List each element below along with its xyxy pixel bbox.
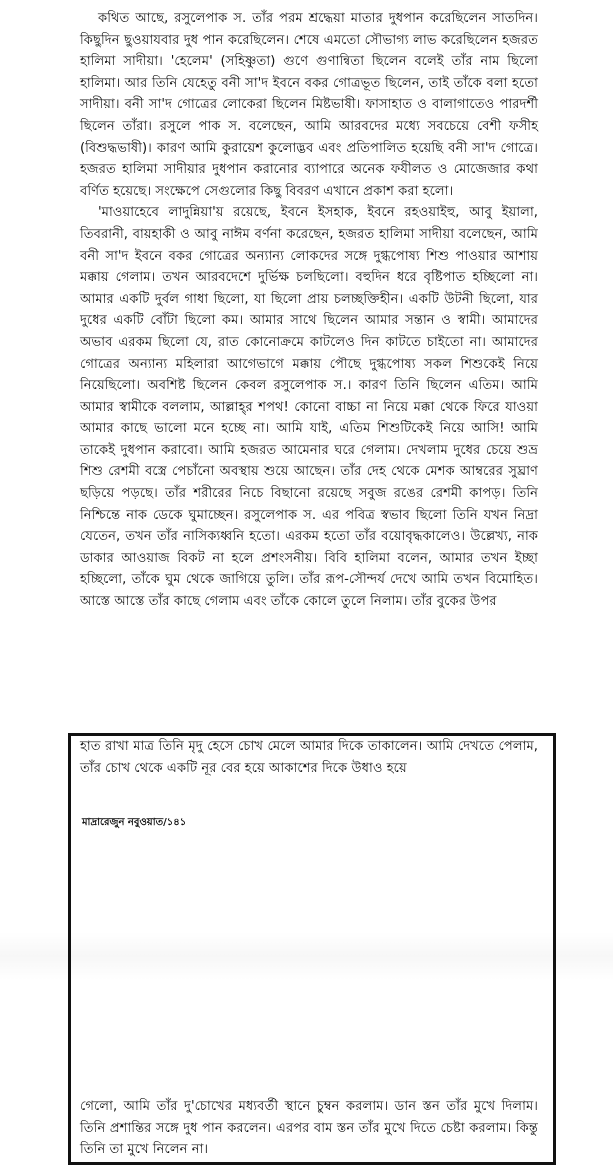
boxed-panel-bottom-text: গেলো, আমি তাঁর দু'চোখের মধ্যবর্তী স্থানে চুম্বন করলাম। ডান স্তন তাঁর মুখে দিলাম। তিনি প্রশান্তির সঙ্গে দুধ পান করলেন। এরপর বাম স্তন তাঁর মুখে দিতে চেষ্টা করলাম। কিন্তু তিনি তা মুখে নিলেন না। bbox=[80, 1099, 538, 1158]
footnote-reference: মাদ্রারেজুন নবুওয়াত/১৪১ bbox=[82, 817, 187, 828]
body-text bbox=[80, 8, 538, 613]
paragraph-2: 'মাওয়াহেবে লাদুন্নিয়া'য় রয়েছে, ইবনে ইসহাক, ইবনে রহওয়াইহু, আবু ইয়ালা, তিবরানী, বায়হাকী ও আবু নাঈম বর্ণনা করেছেন, হজরত হালিমা সাদীয়া বলেছেন, আমি বনী সা'দ ইবনে বকর গোত্রের অন্যান্য লোকদের সঙ্গে দুগ্ধপোষ্য শিশু পাওয়ার আশায় মক্কায় গেলাম। তখন আরবদেশে দুর্ভিক্ষ চলছিলো। বহুদিন ধরে বৃষ্টিপাত হচ্ছিলো না। আমার একটি দুর্বল গাধা ছিলো, যা ছিলো প্রায় চলচ্ছক্তিহীন। একটি উটনী ছিলো, যার দুধের একটি বোঁটা ছিলো কম। আমার সাথে ছিলেন আমার সন্তান ও স্বামী। আমাদের অভাব এরকম ছিলো যে, রাত কোনোক্রমে কাটলেও দিন কাটতে চাইতো না। আমাদের গোত্রের অন্যান্য মহিলারা আগেভাগে মক্কায় পৌছে দুগ্ধপোষ্য সকল শিশুকেই নিয়ে নিয়েছিলো। অবশিষ্ট ছিলেন কেবল রসুলেপাক স.। কারণ তিনি ছিলেন এতিম। আমি আমার স্বামীকে বললাম, আল্লাহ্‌র শপথ! কোনো বাচ্চা না নিয়ে মক্কা থেকে ফিরে যাওয়া আমার কাছে ভালো মনে হচ্ছে না। আমি যাই, এতিম শিশুটিকেই নিয়ে আসি! আমি তাকেই দুধপান করাবো। আমি হজরত আমেনার ঘরে গেলাম। দেখলাম দুধের চেয়ে শুভ্র শিশু রেশমী বস্ত্রে পেচাঁনো অবস্থায় শুয়ে আছেন। তাঁর দেহ থেকে মেশক আম্বরের সুঘ্রাণ ছড়িয়ে পড়ছে। তাঁর শরীরের নিচে বিছানো রয়েছে সবুজ রঙের রেশমী কাপড়। তিনি নিশ্চিন্তে নাক ডেকে ঘুমাচ্ছেন। রসুলেপাক স. এর পবিত্র স্বভাব ছিলো তিনি যখন নিদ্রা যেতেন, তখন তাঁর নাসিক্যধ্বনি হতো। এরকম হতো তাঁর বয়োবৃদ্ধকালেও। উল্লেখ্য, নাক ডাকার আওয়াজ বিকট না হলে প্রশংসনীয়। বিবি হালিমা বলেন, আমার তখন ইচ্ছা হচ্ছিলো, তাঁকে ঘুম থেকে জাগিয়ে তুলি। তাঁর রূপ-সৌন্দর্য দেখে আমি তখন বিমোহিত। আস্তে আস্তে তাঁর কাছে গেলাম এবং তাঁকে কোলে তুলে নিলাম। তাঁর বুকের উপর bbox=[80, 205, 538, 610]
boxed-panel-top-text: হাত রাখা মাত্র তিনি মৃদু হেসে চোখ মেলে আমার দিকে তাকালেন। আমি দেখতে পেলাম, তাঁর চোখ থেকে একটি নূর বের হয়ে আকাশের দিকে উধাও হয়ে bbox=[80, 739, 538, 776]
paragraph-1: কথিত আছে, রসুলেপাক স. তাঁর পরম শ্রদ্ধেয়া মাতার দুধপান করেছিলেন সাতদিন। কিছুদিন ছুওয়াযবার দুধ পান করেছিলেন। শেষে এমতো সৌভাগ্য লাভ করেছিলেন হজরত হালিমা সাদীয়া। 'হেলেম' (সহিষ্ণুতা) গুণে গুণান্বিতা ছিলেন বলেই তাঁর নাম ছিলো হালিমা। আর তিনি যেহেতু বনী সা'দ ইবনে বকর গোত্রভূত ছিলেন, তাই তাঁকে বলা হতো সাদীয়া। বনী সা'দ গোত্রের লোকেরা ছিলেন মিষ্টভাষী। ফাসাহাত ও বালাগাতেও পারদর্শী ছিলেন তাঁরা। রসুলে পাক স. বলেছেন, আমি আরবদের মধ্যে সবচেয়ে বেশী ফসীহ (বিশুদ্ধভাষী)। কারণ আমি কুরায়েশ কুলোদ্ভব এবং প্রতিপালিত হয়েছি বনী সা'দ গোত্রে। হজরত হালিমা সাদীয়ার দুধপান করানোর ব্যাপারে অনেক ফযীলত ও মোজেজার কথা বর্ণিত হয়েছে। সংক্ষেপে সেগুলোর কিছু বিবরণ এখানে প্রকাশ করা হলো। bbox=[80, 11, 538, 199]
